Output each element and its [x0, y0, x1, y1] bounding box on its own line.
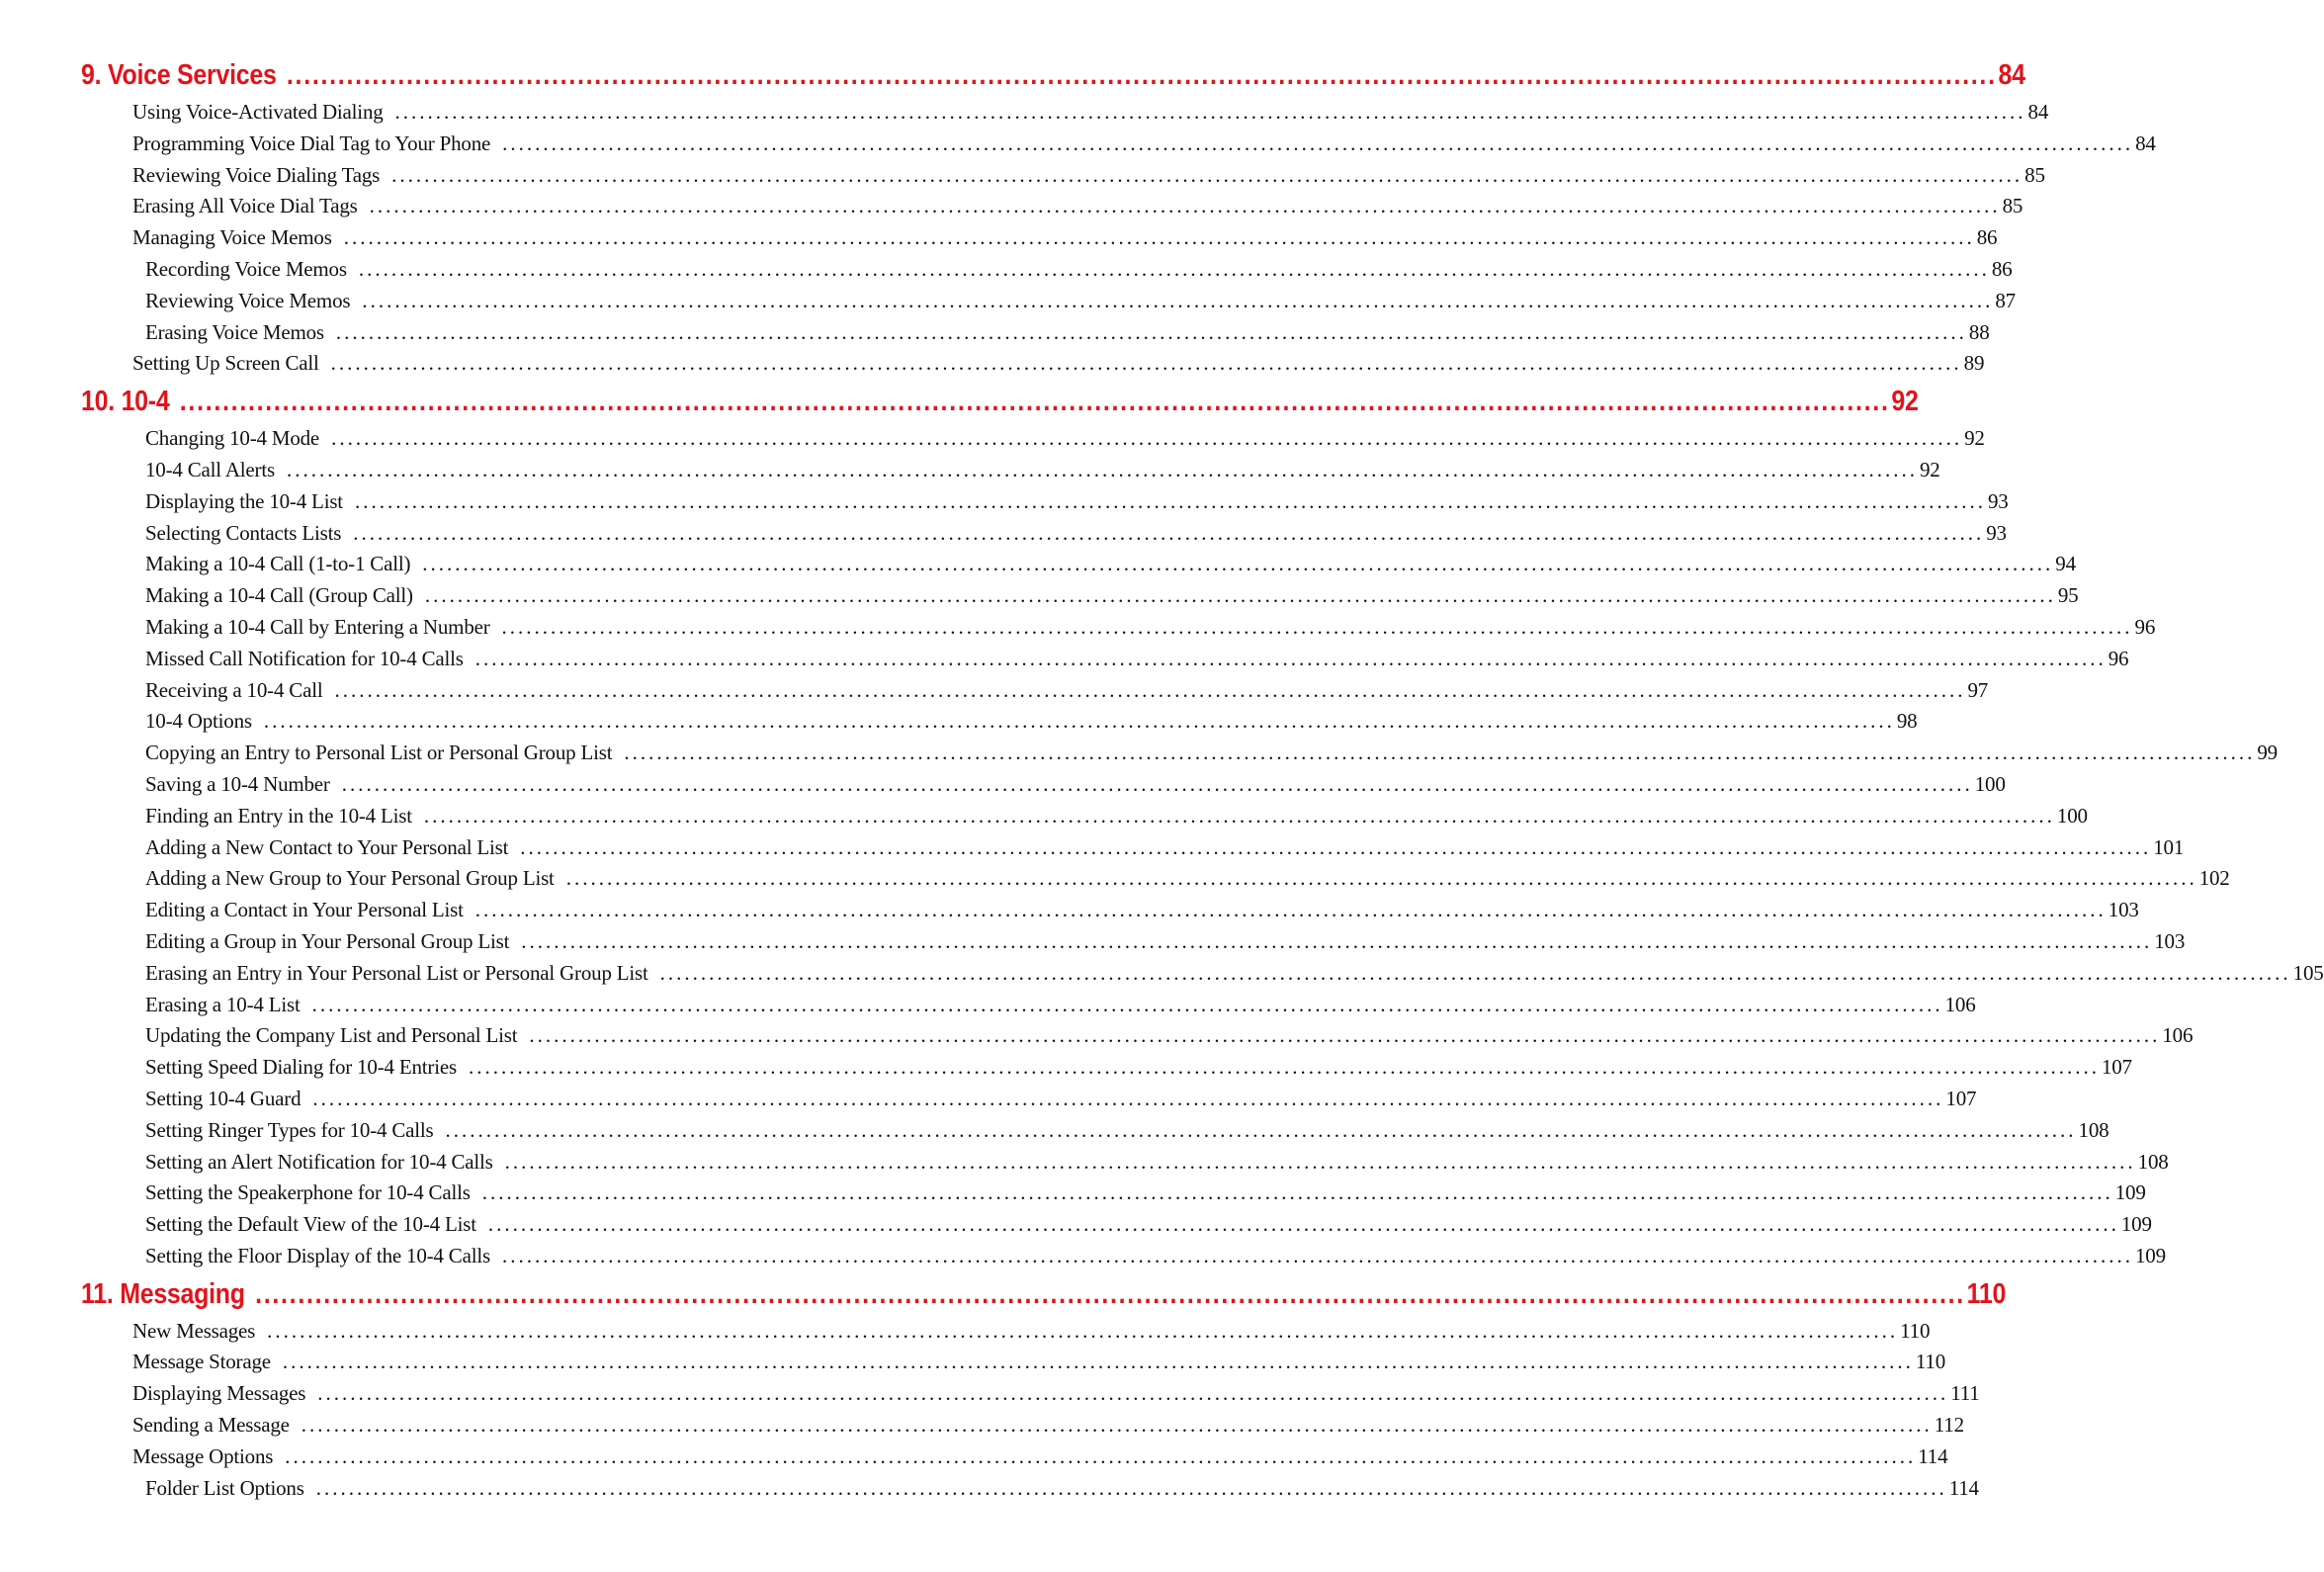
dot-leader: ........................................................................................................................................................................................................ [354, 488, 1986, 513]
entry-title: Using Voice-Activated Dialing [132, 100, 384, 124]
dot-leader: ........................................................................................................................................................................................................ [179, 386, 1890, 418]
entry-title: Setting Up Screen Call [132, 351, 319, 376]
toc-entry [81, 1052, 2132, 1084]
toc-entry [81, 518, 2007, 550]
dot-leader: ........................................................................................................................................................................................................ [394, 100, 2026, 124]
dot-leader: ........................................................................................................................................................................................................ [362, 288, 1994, 312]
entry-title: Setting the Default View of the 10-4 List [145, 1212, 476, 1237]
dot-leader: ........................................................................................................................................................................................................ [391, 162, 2023, 187]
dot-leader: ........................................................................................................................................................................................................ [520, 834, 2152, 859]
entry-page-number: 109 [2134, 1243, 2166, 1267]
entry-page-number: 93 [1986, 520, 2007, 545]
dot-leader: ........................................................................................................................................................................................................ [565, 866, 2197, 891]
dot-leader: ........................................................................................................................................................................................................ [282, 1350, 1914, 1374]
toc-entry [81, 1147, 2169, 1179]
toc-entry [81, 1347, 1946, 1378]
dot-leader: ........................................................................................................................................................................................................ [312, 1086, 1944, 1110]
toc-entry [81, 129, 2156, 160]
entry-page-number: 109 [2114, 1180, 2146, 1205]
toc-entry [81, 706, 1918, 738]
toc-entry [81, 222, 1998, 254]
entry-title: Erasing a 10-4 List [145, 992, 301, 1016]
dot-leader: ........................................................................................................................................................................................................ [267, 1318, 1899, 1343]
entry-title: Making a 10-4 Call (1-to-1 Call) [145, 552, 411, 576]
toc-entry [81, 926, 2186, 958]
toc-entry [81, 1316, 1931, 1348]
toc-entry [81, 455, 1940, 486]
chapter-heading [81, 380, 1919, 423]
chapter-title: 10. 10-4 [81, 386, 170, 418]
dot-leader: ........................................................................................................................................................................................................ [474, 646, 2107, 670]
table-of-contents [81, 53, 2324, 1504]
toc-entry [81, 423, 1985, 455]
entry-page-number: 109 [2120, 1212, 2152, 1237]
entry-page-number: 112 [1934, 1413, 1964, 1438]
dot-leader: ........................................................................................................................................................................................................ [353, 520, 1985, 545]
dot-leader: ........................................................................................................................................................................................................ [369, 194, 2001, 218]
dot-leader: ........................................................................................................................................................................................................ [301, 1413, 1933, 1438]
entry-title: Recording Voice Memos [145, 256, 347, 281]
entry-page-number: 86 [1976, 225, 1998, 250]
entry-title: Adding a New Group to Your Personal Group List [145, 866, 555, 891]
toc-entry [81, 675, 1989, 707]
entry-title: Erasing Voice Memos [145, 319, 324, 344]
entry-title: Erasing All Voice Dial Tags [132, 194, 358, 218]
toc-entry [81, 769, 2006, 801]
chapter-heading [81, 1272, 2007, 1316]
chapter-title: 11. Messaging [81, 1277, 245, 1310]
entry-page-number: 99 [2257, 741, 2278, 765]
chapter-title: 9. Voice Services [81, 59, 277, 91]
entry-title: Setting Ringer Types for 10-4 Calls [145, 1117, 434, 1142]
toc-entry [81, 832, 2185, 864]
entry-page-number: 106 [1944, 992, 1976, 1016]
toc-entry [81, 1410, 1964, 1441]
toc-entry [81, 1020, 2194, 1052]
entry-title: Updating the Company List and Personal List [145, 1023, 518, 1048]
dot-leader: ........................................................................................................................................................................................................ [286, 457, 1918, 481]
dot-leader: ........................................................................................................................................................................................................ [423, 803, 2055, 828]
entry-page-number: 85 [2002, 194, 2023, 218]
entry-title: Saving a 10-4 Number [145, 771, 330, 796]
dot-leader: ........................................................................................................................................................................................................ [311, 992, 1943, 1016]
entry-page-number: 96 [2134, 614, 2156, 639]
toc-entry [81, 580, 2079, 612]
toc-entry [81, 801, 2088, 832]
entry-title: Setting Speed Dialing for 10-4 Entries [145, 1055, 457, 1080]
dot-leader: ........................................................................................................................................................................................................ [445, 1117, 2077, 1142]
entry-page-number: 84 [2027, 100, 2049, 124]
entry-page-number: 96 [2108, 646, 2129, 670]
entry-page-number: 100 [2056, 803, 2088, 828]
entry-title: Missed Call Notification for 10-4 Calls [145, 646, 464, 670]
entry-title: Setting the Speakerphone for 10-4 Calls [145, 1180, 471, 1205]
entry-page-number: 94 [2055, 552, 2076, 576]
entry-page-number: 85 [2024, 162, 2045, 187]
entry-page-number: 92 [1919, 457, 1940, 481]
entry-page-number: 107 [2101, 1055, 2132, 1080]
entry-page-number: 98 [1896, 709, 1918, 734]
toc-entry [81, 895, 2139, 926]
entry-title: Setting an Alert Notification for 10-4 Calls [145, 1149, 493, 1174]
chapter-heading [81, 53, 2025, 97]
toc-entry [81, 612, 2156, 644]
dot-leader: ........................................................................................................................................................................................................ [334, 677, 1966, 702]
toc-entry [81, 1241, 2166, 1272]
dot-leader: ........................................................................................................................................................................................................ [659, 960, 2291, 985]
dot-leader: ........................................................................................................................................................................................................ [624, 741, 2256, 765]
entry-title: Setting the Floor Display of the 10-4 Calls [145, 1243, 490, 1267]
entry-title: New Messages [132, 1318, 256, 1343]
dot-leader: ........................................................................................................................................................................................................ [504, 1149, 2136, 1174]
dot-leader: ........................................................................................................................................................................................................ [330, 351, 1962, 376]
dot-leader: ........................................................................................................................................................................................................ [529, 1023, 2161, 1048]
entry-title: Changing 10-4 Mode [145, 426, 320, 451]
dot-leader: ........................................................................................................................................................................................................ [331, 426, 1963, 451]
entry-page-number: 114 [1918, 1443, 1948, 1468]
entry-title: Editing a Contact in Your Personal List [145, 898, 464, 922]
dot-leader: ........................................................................................................................................................................................................ [317, 1381, 1949, 1406]
dot-leader: ........................................................................................................................................................................................................ [521, 928, 2153, 953]
entry-title: Programming Voice Dial Tag to Your Phone [132, 131, 491, 155]
toc-entry [81, 191, 2023, 222]
toc-entry [81, 286, 2016, 317]
entry-title: Managing Voice Memos [132, 225, 332, 250]
chapter-page-number: 84 [1998, 59, 2025, 91]
chapter-page-number: 92 [1891, 386, 1919, 418]
toc-entry [81, 990, 1976, 1021]
dot-leader: ........................................................................................................................................................................................................ [315, 1475, 1947, 1500]
entry-title: Editing a Group in Your Personal Group List [145, 928, 510, 953]
toc-entry [81, 1084, 1977, 1115]
entry-page-number: 84 [2135, 131, 2156, 155]
entry-page-number: 100 [1974, 771, 2006, 796]
entry-page-number: 110 [1900, 1318, 1931, 1343]
entry-page-number: 102 [2198, 866, 2230, 891]
entry-page-number: 105 [2292, 960, 2324, 985]
entry-page-number: 106 [2162, 1023, 2194, 1048]
dot-leader: ........................................................................................................................................................................................................ [481, 1180, 2113, 1205]
dot-leader: ........................................................................................................................................................................................................ [422, 552, 2054, 576]
entry-title: Reviewing Voice Dialing Tags [132, 162, 381, 187]
entry-page-number: 108 [2137, 1149, 2169, 1174]
toc-entry [81, 958, 2324, 990]
dot-leader: ........................................................................................................................................................................................................ [501, 614, 2133, 639]
toc-entry [81, 1178, 2146, 1209]
toc-entry [81, 1441, 1948, 1473]
dot-leader: ........................................................................................................................................................................................................ [285, 1443, 1917, 1468]
entry-page-number: 88 [1968, 319, 1990, 344]
entry-title: Reviewing Voice Memos [145, 288, 351, 312]
toc-entry [81, 254, 2013, 286]
toc-entry [81, 863, 2230, 895]
entry-page-number: 108 [2078, 1117, 2109, 1142]
entry-title: 10-4 Options [145, 709, 252, 734]
entry-title: Message Options [132, 1443, 274, 1468]
toc-entry [81, 738, 2278, 769]
entry-page-number: 114 [1948, 1475, 1979, 1500]
dot-leader: ........................................................................................................................................................................................................ [424, 583, 2056, 608]
toc-entry [81, 317, 1990, 349]
entry-title: Making a 10-4 Call by Entering a Number [145, 614, 490, 639]
toc-entry [81, 1473, 1979, 1505]
entry-page-number: 95 [2057, 583, 2079, 608]
dot-leader: ........................................................................................................................................................................................................ [501, 1243, 2133, 1267]
dot-leader: ........................................................................................................................................................................................................ [502, 131, 2134, 155]
entry-title: Displaying the 10-4 List [145, 488, 343, 513]
entry-page-number: 103 [2108, 898, 2139, 922]
entry-title: Making a 10-4 Call (Group Call) [145, 583, 413, 608]
entry-title: Copying an Entry to Personal List or Personal Group List [145, 741, 613, 765]
dot-leader: ........................................................................................................................................................................................................ [474, 898, 2107, 922]
entry-title: Setting 10-4 Guard [145, 1086, 301, 1110]
entry-title: Sending a Message [132, 1413, 290, 1438]
toc-entry [81, 644, 2129, 675]
toc-entry [81, 160, 2045, 192]
entry-page-number: 93 [1987, 488, 2009, 513]
entry-title: Selecting Contacts Lists [145, 520, 342, 545]
entry-title: Displaying Messages [132, 1381, 306, 1406]
toc-entry [81, 97, 2049, 129]
entry-page-number: 107 [1945, 1086, 1977, 1110]
dot-leader: ........................................................................................................................................................................................................ [341, 771, 1973, 796]
entry-title: Receiving a 10-4 Call [145, 677, 323, 702]
entry-page-number: 111 [1950, 1381, 1980, 1406]
toc-entry [81, 549, 2076, 580]
entry-page-number: 97 [1967, 677, 1989, 702]
entry-title: Message Storage [132, 1350, 271, 1374]
entry-title: Finding an Entry in the 10-4 List [145, 803, 412, 828]
dot-leader: ........................................................................................................................................................................................................ [263, 709, 1895, 734]
toc-entry [81, 1378, 1980, 1410]
dot-leader: ........................................................................................................................................................................................................ [343, 225, 1975, 250]
entry-page-number: 86 [1991, 256, 2013, 281]
chapter-page-number: 110 [1966, 1277, 2007, 1310]
dot-leader: ........................................................................................................................................................................................................ [286, 59, 1997, 91]
entry-page-number: 110 [1915, 1350, 1946, 1374]
dot-leader: ........................................................................................................................................................................................................ [358, 256, 1990, 281]
toc-entry [81, 1209, 2152, 1241]
toc-entry [81, 486, 2009, 518]
entry-page-number: 101 [2153, 834, 2185, 859]
entry-page-number: 103 [2154, 928, 2186, 953]
entry-title: Adding a New Contact to Your Personal List [145, 834, 509, 859]
entry-title: Folder List Options [145, 1475, 304, 1500]
dot-leader: ........................................................................................................................................................................................................ [255, 1277, 1965, 1310]
entry-page-number: 87 [1995, 288, 2016, 312]
entry-page-number: 89 [1963, 351, 1985, 376]
dot-leader: ........................................................................................................................................................................................................ [487, 1212, 2119, 1237]
entry-title: Erasing an Entry in Your Personal List or Personal Group List [145, 960, 648, 985]
toc-entry [81, 348, 1985, 380]
toc-entry [81, 1115, 2109, 1147]
entry-title: 10-4 Call Alerts [145, 457, 275, 481]
entry-page-number: 92 [1964, 426, 1985, 451]
dot-leader: ........................................................................................................................................................................................................ [468, 1055, 2100, 1080]
dot-leader: ........................................................................................................................................................................................................ [335, 319, 1967, 344]
